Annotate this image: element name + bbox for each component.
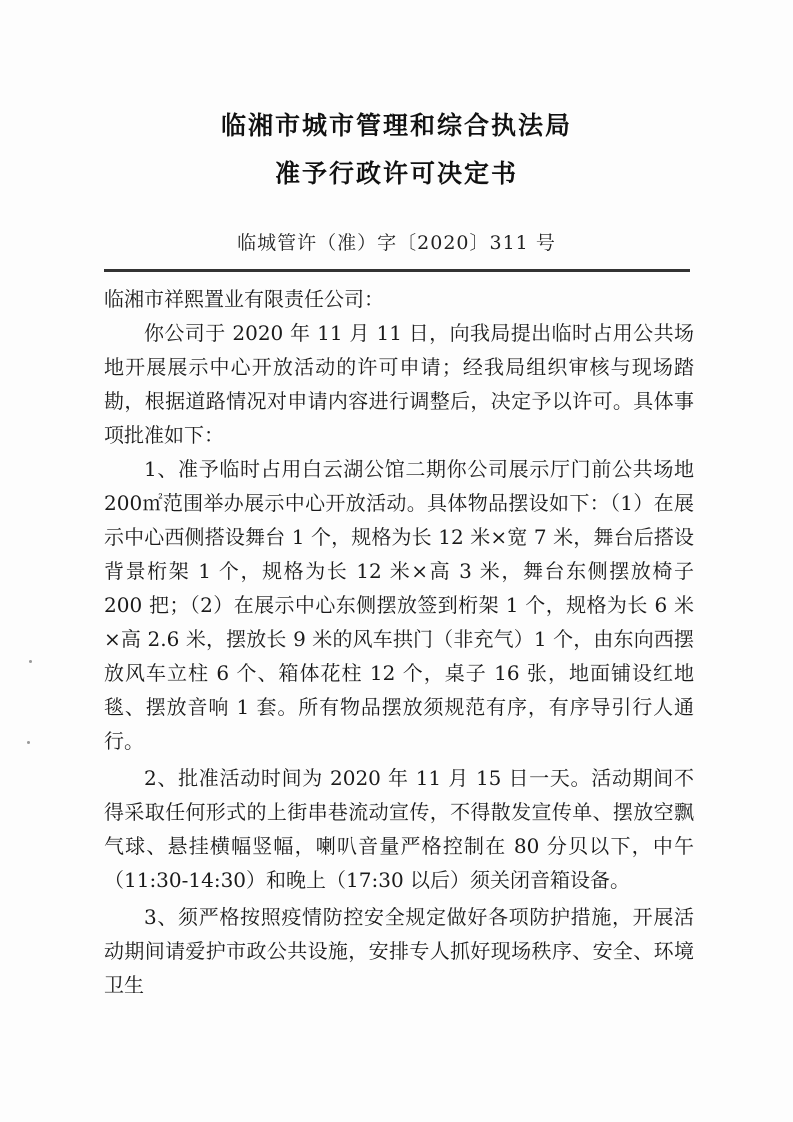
document-title-agency: 临湘市城市管理和综合执法局 (220, 111, 572, 140)
scan-hole-mark (29, 660, 32, 663)
document-body (104, 282, 694, 1002)
paragraph-intro: 你公司于 2020 年 11 月 11 日，向我局提出临时占用公共场地开展展示中心开放活动的许可申请；经我局组织审核与现场踏勘，根据道路情况对申请内容进行调整后，决定予以许可。具体事项批准如下： (104, 321, 694, 447)
header-divider (104, 269, 690, 272)
paragraph-item-1: 1、准予临时占用白云湖公馆二期你公司展示厅门前公共场地 200㎡范围举办展示中心开放活动。具体物品摆设如下：（1）在展示中心西侧搭设舞台 1 个，规格为长 12 米×宽 7 米，舞台后搭设背景桁架 1 个，规格为长 12 米×高 3 米，舞台东侧摆放椅子 200 把；（2）在展示中心东侧摆放签到桁架 1 个，规格为长 6 米×高 2.6 米，摆放长 9 米的风车拱门（非充气）1 个，由东向西摆放风车立柱 6 个、箱体花柱 12 个，桌子 16 张，地面铺设红地毯、摆放音响 1 套。所有物品摆放须规范有序，有序导引行人通行。 (104, 457, 694, 753)
scan-hole-mark (27, 741, 30, 744)
document-number: 临城管许（准）字〔2020〕311 号 (237, 232, 556, 254)
paragraph-item-2: 2、批准活动时间为 2020 年 11 月 15 日一天。活动期间不得采取任何形式的上街串巷流动宣传，不得散发宣传单、摆放空飘气球、悬挂横幅竖幅，喇叭音量严格控制在 80 分贝以下，中午（11:30-14:30）和晚上（17:30 以后）须关闭音箱设备。 (104, 766, 694, 892)
document-title-type: 准予行政许可决定书 (274, 159, 518, 188)
paragraph-item-3: 3、须严格按照疫情防控安全规定做好各项防护措施，开展活动期间请爱护市政公共设施，安排专人抓好现场秩序、安全、环境卫生 (104, 905, 694, 997)
addressee: 临湘市祥熙置业有限责任公司： (104, 287, 384, 311)
